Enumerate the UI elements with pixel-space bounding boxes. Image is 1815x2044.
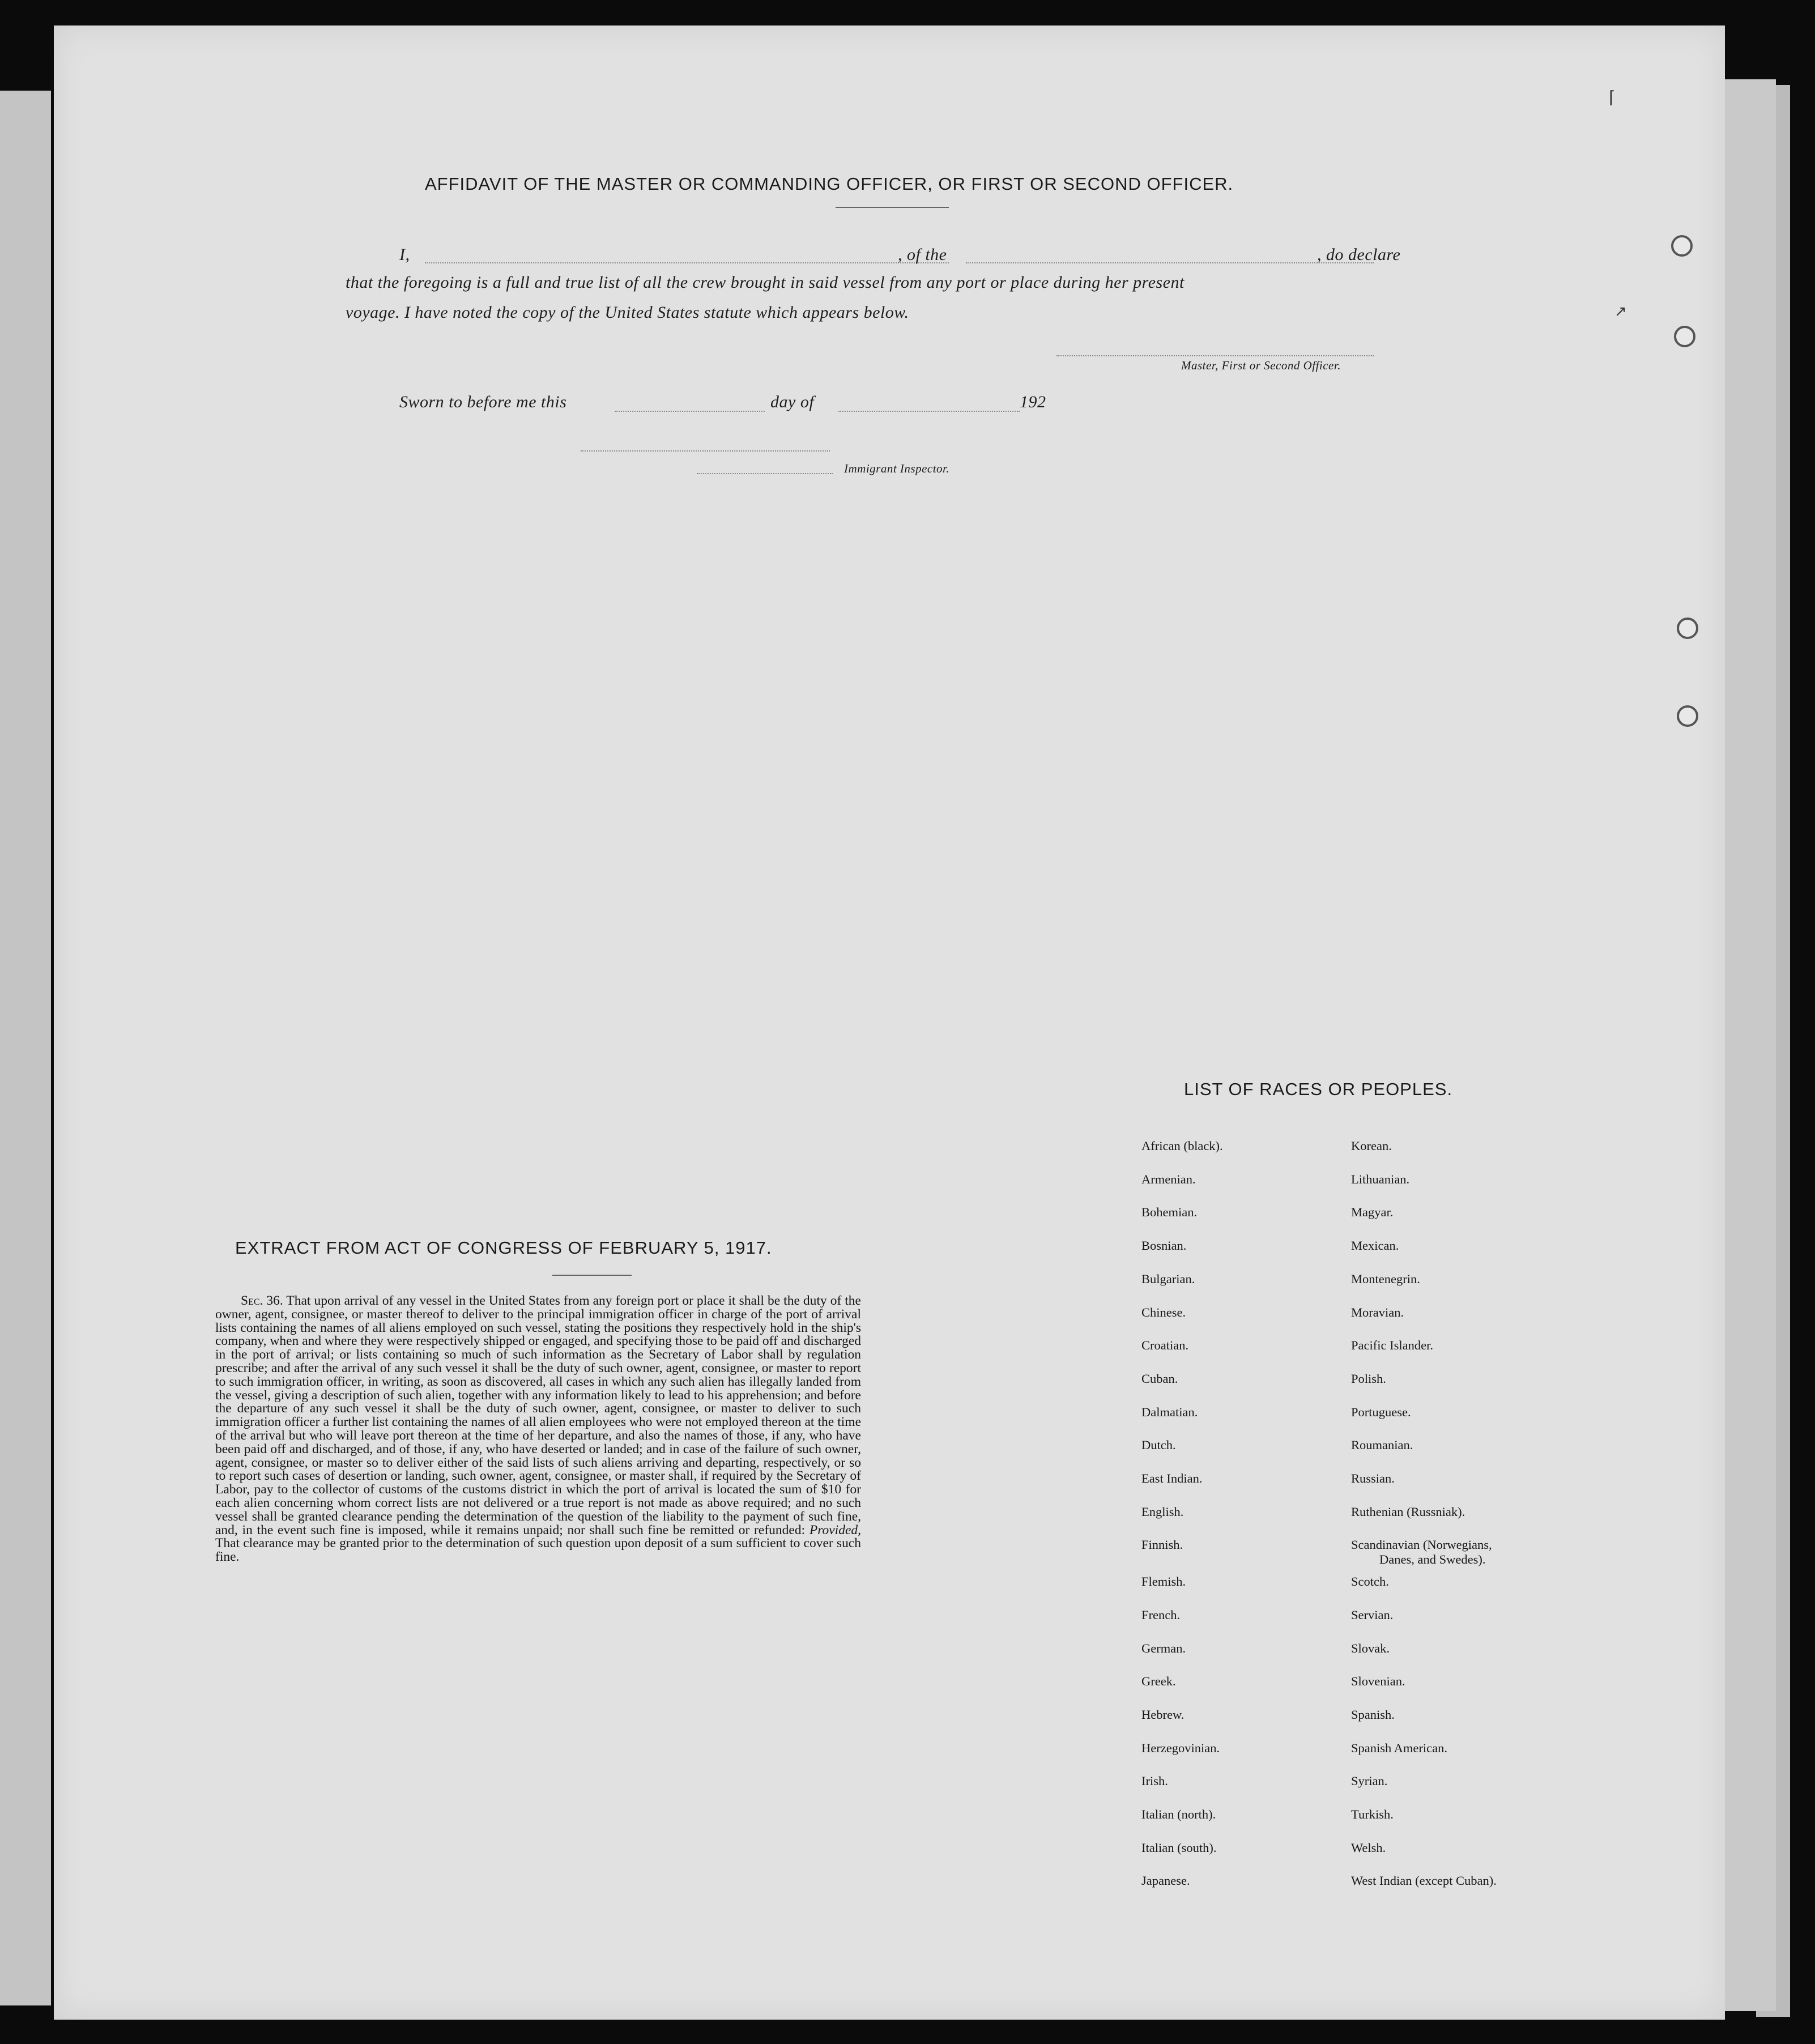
race-item-left: African (black). bbox=[1141, 1139, 1223, 1153]
affidavit-line2: that the foregoing is a full and true list of all the crew brought in said vessel from any port or place during her present bbox=[346, 273, 1185, 292]
extract-title: EXTRACT FROM ACT OF CONGRESS OF FEBRUARY 5, 1917. bbox=[235, 1238, 772, 1258]
document-page bbox=[54, 25, 1725, 2020]
race-item-left: Armenian. bbox=[1141, 1172, 1196, 1186]
race-item-right: Syrian. bbox=[1351, 1774, 1388, 1788]
race-item-right: Ruthenian (Russniak). bbox=[1351, 1504, 1465, 1519]
race-item-right: Moravian. bbox=[1351, 1305, 1404, 1319]
race-item-right: Scotch. bbox=[1351, 1574, 1389, 1589]
extract-body-text: That upon arrival of any vessel in the United States from any foreign port or place it shall be the duty of the owner, agent, consignee, or master thereof to deliver to the principal immigration officer in charge of the port of arrival lists containing the names of all aliens employed on such vessel, stating the positions they respectively hold in the ship's company, when and where they were respectively shipped or engaged, and specifying those to be paid off and discharged in the port of arrival; or lists containing so much of such information as the Secretary of Labor shall by regulation prescribe; and after the arrival of any such vessel it shall be the duty of such owner, agent, consignee, or master to report to such immigration officer, in writing, as soon as discovered, all cases in which any such alien has illegally landed from the vessel, giving a description of such alien, together with any information likely to lead to his apprehension; and before the departure of any such vessel it shall be the duty of such owner, agent, consignee, or master to deliver to such immigration officer a further list containing the names of all alien employees who were not employed thereon at the time of the arrival but who will leave port thereon at the time of her departure, and also the names of those, if any, who have been paid off and discharged, and of those, if any, who have deserted or landed; and in case of the failure of such owner, agent, consignee, or master so to deliver either of the said lists of such aliens arriving and departing, respectively, or so to report such cases of desertion or landing, such owner, agent, consignee, or master shall, if required by the Secretary of Labor, pay to the collector of customs of the customs district in which the port of arrival is located the sum of $10 for each alien concerning whom correct lists are not delivered or a true report is not made as above required; and no such vessel shall be granted clearance pending the determination of the question of the liability to the payment of such fine, and, in the event such fine is imposed, while it remains unpaid; nor shall such fine be remitted or refunded: bbox=[215, 1293, 861, 1538]
affidavit-line3: voyage. I have noted the copy of the United States statute which appears below. bbox=[346, 303, 909, 322]
day-blank-line bbox=[615, 411, 765, 412]
race-item-right: West Indian (except Cuban). bbox=[1351, 1873, 1497, 1888]
race-item-right: Spanish American. bbox=[1351, 1740, 1447, 1755]
punch-hole-icon bbox=[1677, 618, 1698, 639]
inspector-blank-line bbox=[581, 450, 830, 452]
race-item-right: Servian. bbox=[1351, 1607, 1394, 1622]
race-item-left: English. bbox=[1141, 1504, 1184, 1519]
affidavit-line1-end: , do declare bbox=[1317, 245, 1401, 264]
race-item-right: Scandinavian (Norwegians, bbox=[1351, 1538, 1492, 1552]
section-label: Sec. 36. bbox=[241, 1293, 283, 1308]
race-item-right: Polish. bbox=[1351, 1371, 1386, 1386]
race-item-continuation: Danes, and Swedes). bbox=[1379, 1552, 1486, 1567]
race-item-right: Spanish. bbox=[1351, 1707, 1395, 1722]
race-item-right: Welsh. bbox=[1351, 1840, 1386, 1855]
punch-hole-icon bbox=[1674, 326, 1695, 347]
race-item-left: Dalmatian. bbox=[1141, 1404, 1198, 1419]
punch-hole-icon bbox=[1677, 705, 1698, 727]
affidavit-title: AFFIDAVIT OF THE MASTER OR COMMANDING OFFICER, OR FIRST OR SECOND OFFICER. bbox=[425, 174, 1234, 194]
race-item-left: Herzegovinian. bbox=[1141, 1740, 1220, 1755]
race-item-left: Chinese. bbox=[1141, 1305, 1186, 1319]
race-item-right: Slovenian. bbox=[1351, 1674, 1405, 1689]
race-item-right: Mexican. bbox=[1351, 1238, 1399, 1253]
race-item-right: Slovak. bbox=[1351, 1641, 1390, 1655]
name-blank-line bbox=[425, 262, 949, 263]
race-item-left: Bulgarian. bbox=[1141, 1271, 1195, 1286]
race-item-left: Greek. bbox=[1141, 1674, 1176, 1689]
proviso-rest: That clearance may be granted prior to the determination of such question upon deposit of a sum sufficient to cover such fine. bbox=[215, 1536, 861, 1565]
pencil-mark: ↗ bbox=[1614, 303, 1627, 320]
month-blank-line bbox=[838, 411, 1020, 412]
race-item-left: Italian (north). bbox=[1141, 1807, 1216, 1821]
race-item-left: Flemish. bbox=[1141, 1574, 1186, 1589]
race-item-right: Korean. bbox=[1351, 1139, 1392, 1153]
race-item-left: Italian (south). bbox=[1141, 1840, 1217, 1855]
race-item-left: Dutch. bbox=[1141, 1438, 1176, 1453]
race-item-left: Bohemian. bbox=[1141, 1205, 1198, 1220]
signature-blank-line bbox=[1056, 355, 1374, 356]
punch-hole-icon bbox=[1671, 235, 1693, 257]
affidavit-line1-mid: , of the bbox=[898, 245, 947, 264]
left-page-edge bbox=[0, 91, 51, 2005]
race-item-left: Irish. bbox=[1141, 1774, 1168, 1788]
race-item-right: Russian. bbox=[1351, 1471, 1395, 1485]
sworn-mid: day of bbox=[770, 393, 815, 411]
race-item-right: Pacific Islander. bbox=[1351, 1338, 1433, 1353]
race-item-right: Portuguese. bbox=[1351, 1404, 1411, 1419]
race-item-left: Finnish. bbox=[1141, 1538, 1183, 1552]
race-item-left: East Indian. bbox=[1141, 1471, 1203, 1485]
master-label: Master, First or Second Officer. bbox=[1181, 359, 1341, 372]
race-item-right: Montenegrin. bbox=[1351, 1271, 1420, 1286]
race-item-right: Lithuanian. bbox=[1351, 1172, 1410, 1186]
extract-rule bbox=[552, 1275, 632, 1276]
inspector-blank-line-2 bbox=[697, 473, 833, 474]
race-item-right: Magyar. bbox=[1351, 1205, 1394, 1220]
race-item-right: Turkish. bbox=[1351, 1807, 1394, 1821]
vessel-blank-line bbox=[966, 262, 1374, 263]
right-page-edge bbox=[1725, 79, 1776, 2011]
extract-body bbox=[215, 1294, 861, 1564]
proviso-word: Provided, bbox=[809, 1522, 862, 1538]
race-item-left: German. bbox=[1141, 1641, 1186, 1655]
inspector-label: Immigrant Inspector. bbox=[844, 462, 950, 475]
race-item-left: Croatian. bbox=[1141, 1338, 1189, 1353]
races-title: LIST OF RACES OR PEOPLES. bbox=[1184, 1079, 1453, 1099]
race-item-right: Roumanian. bbox=[1351, 1438, 1413, 1453]
sworn-start: Sworn to before me this bbox=[399, 393, 567, 411]
race-item-left: Japanese. bbox=[1141, 1873, 1190, 1888]
race-item-left: Cuban. bbox=[1141, 1371, 1178, 1386]
pencil-mark: ⌈ bbox=[1609, 88, 1616, 107]
title-rule bbox=[836, 207, 949, 208]
race-item-left: French. bbox=[1141, 1607, 1181, 1622]
race-item-left: Hebrew. bbox=[1141, 1707, 1185, 1722]
race-item-left: Bosnian. bbox=[1141, 1238, 1187, 1253]
sworn-year: 192 bbox=[1020, 393, 1046, 411]
affidavit-line1-start: I, bbox=[399, 245, 410, 264]
